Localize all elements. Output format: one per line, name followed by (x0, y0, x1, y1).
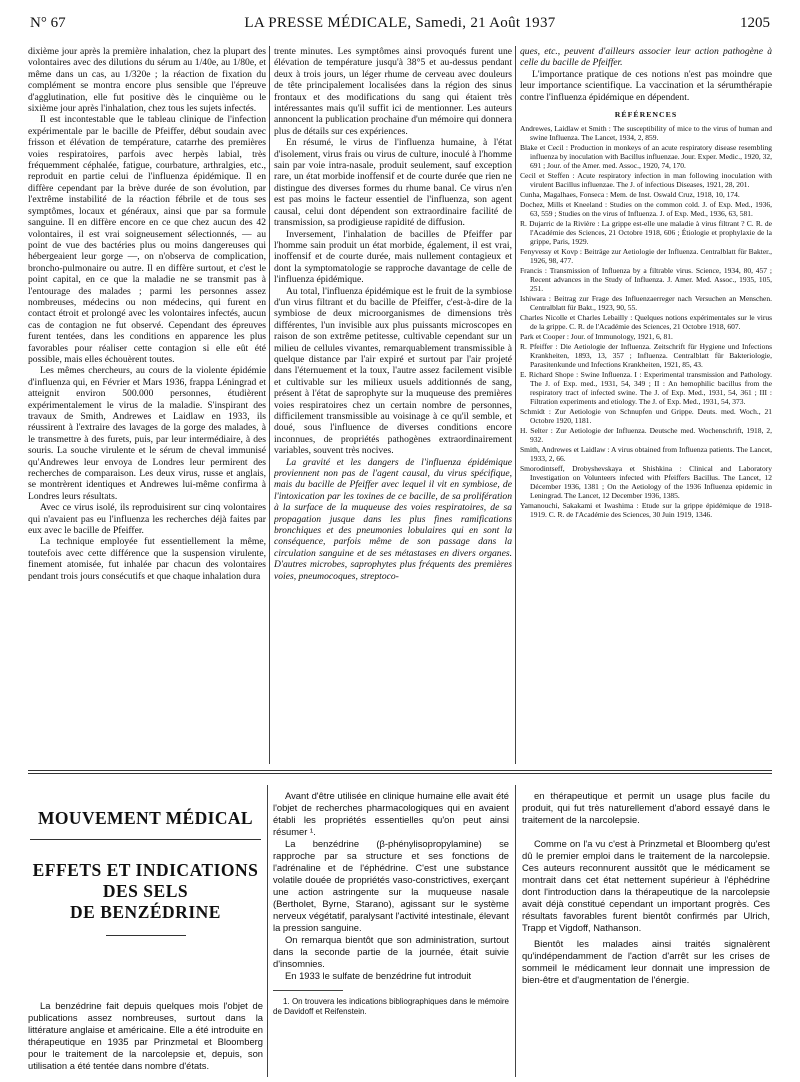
column-rule (267, 785, 268, 1077)
footnote-rule (273, 990, 343, 991)
reference-item: Francis : Transmission of Influenza by a filtrable virus. Science, 1934, 80, 457 ; Recent advances in the Study of Influenza. J. Amer. Med. Assoc., 1935, 105, 251. (520, 266, 772, 294)
reference-item: Fenyvessy et Kovp : Beiträge zur Aetiologie der Influenza. Centralblatt für Bakter., 1926, 98, 477. (520, 247, 772, 266)
title-line: DE BENZÉDRINE (70, 902, 221, 922)
paragraph: Inversement, l'inhalation de bacilles de Pfeiffer par l'homme sain produit un état morbide, également, il est vrai, inoffensif et de courte durée, mais nullement contagieux et dont la symptomatologie se rapproche davantage de celle de l'influenza épidémique. (274, 228, 512, 286)
article-column-2 (274, 46, 512, 764)
reference-item: Charles Nicolle et Charles Lebailly : Quelques notions expérimentales sur le virus de la grippe. C. R. de l'Académie des Sciences, 21 Octobre 1918, 607. (520, 313, 772, 332)
paragraph: Il est incontestable que le tableau clinique de l'infection expérimentale par le bacille de Pfeiffer, début soudain avec frisson et élévation de température, catarrhe des premières voies respiratoires, parfois avec herpès labial, très fréquemment céphalée, fatigue, courbature, arthralgies, etc., reproduit en partie celui de l'influenza épidémique. Il en diffère cependant par la brève durée de son évolution, par l'extrême instabilité de la réaction fébrile et de tous ses symptômes, locaux et généraux, ainsi que par sa formule sanguine. Il en diffère encore en ce que chez aucun des 42 volontaires, il est vrai soigneusement sélectionnés, — au point de vue des bactéries plus ou moins dangereuses qui hébergeaient leur gorge —, on n'observa de complication, broncho-pulmonaire ou autre. Il en diffère surtout, et c'est le point capital, en ce que la maladie ne se transmit pas à l'entourage des malades ; parmi les personnes assez nombreuses, médecins ou non médecins, qui furent en contact étroit et prolongé avec les volontaires infectés, aucun cas de contagion ne fut observé. Cependant des épreuves furent tentées, dans les conditions en apparence les plus favorables pour réaliser cette contagion si elle eût été possible, mais elles échouèrent toutes. (28, 114, 266, 365)
article2-column-1 (28, 1000, 263, 1080)
paragraph: Au total, l'influenza épidémique est le fruit de la symbiose d'un virus filtrant et du bacille de Pfeiffer, c'est-à-dire de la symbiose de deux microorganismes de dimensions très différentes, l'un invisible aux plus puissants microscopes en raison de son extrême petitesse, cultivable cependant sur un milieu de cellules vivantes, remarquablement transmissible à quelque distance par l'air expiré et surtout par l'air projeté dans l'éternuement et la toux, l'autre assez facilement visible et cultivable sur les milieux usuels additionnés de sang, présent à l'état de saprophyte sur la muqueuse des premières voies respiratoires chez un certain nombre de personnes, difficilement transmissible au voisinage à ce qu'il semble, et doué, sous l'influence de diverses conditions encore inconnues, de propriétés pathogènes extraordinairement variables, souvent très nocives. (274, 285, 512, 457)
column-rule (515, 785, 516, 1077)
paragraph: L'importance pratique de ces notions n'est pas moindre que leur importance scientifique. La vaccination et la sérumthérapie contre l'influenza épidémique en dépendent. (520, 68, 772, 103)
paragraph: Comme on l'a vu c'est à Prinzmetal et Bloomberg qu'est dû le premier emploi dans le traitement de la narcolepsie. Ces auteurs reconnurent aussitôt que le médicament se montrait dans cet état nettement supérieur à l'éphédrine dont l'introduction dans la thérapeutique de la narcolepsie avait déjà constitué cependant un important progrès. Ces résultats favorables furent bientôt confirmés par Ulrich, Trapp et Vigdoff, Nathanson. (522, 838, 770, 933)
reference-item: Ishiwara : Beitrag zur Frage des Influenzaerreger nach Versuchen an Menschen. Centralblatt für Bakt., 1923, 90, 55. (520, 294, 772, 313)
paragraph: La gravité et les dangers de l'influenza épidémique proviennent non pas de l'agent causal, du virus spécifique, mais du bacille de Pfeiffer avec lequel il vit en symbiose, de l'intoxication par les toxines de ce bacille, de sa prolifération à la surface de la muqueuse des voies respiratoires, de sa propagation jusque dans les plus fines ramifications bronchiques et des pneumonies lobulaires qui en sont la conséquence, parfois même de son passage dans la circulation sanguine et de ses métastases en divers organes. D'autres microbes, saprophytes plus fréquents des premières voies, pneumocoques, streptoco- (274, 456, 512, 582)
paragraph: en thérapeutique et permit un usage plus facile du produit, qui fut très naturellement d'abord essayé dans le traitement de la narcolepsie. (522, 790, 770, 825)
article-column-1 (28, 46, 266, 764)
reference-item: Park et Cooper : Jour. of Immunology, 1921, 6, 81. (520, 332, 673, 342)
footnote (273, 997, 509, 1017)
divider (106, 935, 186, 936)
column-rule (269, 46, 270, 764)
reference-item: Cecil et Steffen : Acute respiratory infection in man following inoculation with virulent Bacillus influenzae. The J. of infectious Diseases, 1921, 28, 201. (520, 171, 772, 190)
footnote-text: 1. On trouvera les indications bibliographiques dans le mémoire de Davidoff et Reifenstein. (273, 997, 509, 1016)
paragraph: La technique employée fut essentiellement la même, toutefois avec cette différence que la suspension virulente, finement atomisée, fut inhalée par chacun des volontaires pendant trois jours consécutifs et que chaque inhalation dura (28, 536, 266, 582)
references-heading: RÉFÉRENCES (614, 110, 678, 120)
paragraph: On remarqua bientôt que son administration, surtout dans la seconde partie de la journée, était suivie d'insomnies. (273, 934, 509, 969)
reference-item: Smith, Andrewes et Laidlaw : A virus obtained from Influenza patients. The Lancet, 1933, 2, 66. (520, 445, 772, 464)
title-line: EFFETS ET INDICATIONS (32, 860, 259, 880)
reference-item: E. Richard Shope : Swine Influenza. I : Experimental transmission and Pathology. The J. of Exp. med., 1931, 54, 349 ; II : An hemophilic bacillus from the respiratory tract of infected swine. The J. of Exp. Med., 1931, 54, 361 ; III : Filtration experiments and etiology. The J. of Exp. Med., 1931, 54, 373. (520, 370, 772, 407)
journal-title: LA PRESSE MÉDICALE, Samedi, 21 Août 1937 (244, 15, 556, 31)
paragraph: Avec ce virus isolé, ils reproduisirent sur cinq volontaires qui n'avaient pas eu l'influenza les recherches déjà faites par eux avec le bacille de Pfeiffer. (28, 502, 266, 537)
title-line: DES SELS (102, 881, 189, 901)
article-column-3 (520, 46, 772, 764)
article2-column-3 (522, 790, 770, 1080)
paragraph: ques, etc., peuvent d'ailleurs associer leur action pathogène à celle du bacille de Pfeiffer. (520, 46, 772, 69)
section-divider (28, 770, 772, 771)
article-title (28, 860, 263, 923)
reference-item: R. Dujarric de la Rivière : La grippe est-elle une maladie à virus filtrant ? C. R. de l'Académie des Sciences, 21 Octobre 1918, 606 ; Étiologie et prophylaxie de la grippe, Paris, 1929. (520, 219, 772, 247)
section-label: MOUVEMENT MÉDICAL (37, 808, 254, 828)
paragraph: trente minutes. Les symptômes ainsi provoqués furent une élévation de température jusqu'à 38°5 et au-dessus pendant deux à trois jours, un léger rhume de cerveau avec douleurs de tête principalement localisées dans la région des sinus frontaux et des modifications du sang qui étaient très intéressantes mais qu'il suffit ici de mentionner. Les auteurs annoncent la publication prochaine d'un mémoire qui donnera plus de détails sur ces expériences. (274, 46, 512, 137)
references-list (520, 124, 772, 519)
paragraph: La benzédrine fait depuis quelques mois l'objet de publications assez nombreuses, surtout dans la littérature anglaise et américaine. Elle a été introduite en thérapeutique en 1935 par Prinzmetal et Bloomberg pour le traitement de la narcolepsie et, depuis, son utilisation a été tentée dans nombre d'états. (28, 1000, 263, 1071)
column-rule (515, 46, 516, 764)
page-number: 1205 (740, 15, 770, 31)
reference-item: Smorodintseff, Drobyshevskaya et Shishkina : Clinical and Laboratory Investigation on Volunteers infected with Pfeiffers Bacillus. The Lancet, 12 Décember 1936, 1381 ; On the Aetiology of the 1936 Influenza epidemic in Leningrad. The Lancet, 12 December 1936, 1385. (520, 464, 772, 501)
paragraph: Bientôt les malades ainsi traités signalèrent qu'indépendamment de l'action d'arrêt sur les crises de sommeil le médicament leur donnait une impression de bien-être et d'augmentation de l'énergie. (522, 938, 770, 985)
paragraph: La benzédrine (β-phénylisopropylamine) se rapproche par sa structure et ses fonctions de l'adrénaline et de l'éphédrine. C'est une substance volatile douée de propriétés vaso-constrictives, exerçant une action astringente sur la muqueuse nasale (Bertholet, Byrne, Starano), agissant sur le système nerveux végétatif, paralysant l'activité intestinale, élevant la pression sanguine. (273, 838, 509, 933)
reference-item: Andrewes, Laidlaw et Smith : The susceptibility of mice to the virus of human and swine Influenza. The Lancet, 1934, 2, 859. (520, 124, 772, 143)
paragraph: Avant d'être utilisée en clinique humaine elle avait été l'objet de recherches pharmacologiques qui en avaient établi les propriétés essentielles qu'on peut ainsi résumer ¹. (273, 790, 509, 837)
reference-item: Dochez, Mills et Kneeland : Studies on the common cold. J. of Exp. Med., 1936, 63, 559 ; Studies on the virus of Influenza. J. of Exp. Med., 1936, 63, 581. (520, 200, 772, 219)
divider (30, 839, 261, 840)
paragraph: dixième jour après la première inhalation, chez la plupart des volontaires avec des dilutions du sérum au 1/40e, au 1/80e, et même dans un cas, au 1/320e ; la réaction de fixation du complément se montra encore plus sensible que l'épreuve d'agglutination, elle fut positive dès le cinquième ou le sixième jour après l'inhalation, chez tous les sujets infectés. (28, 46, 266, 115)
reference-item: H. Selter : Zur Aetiologie der Influenza. Deutsche med. Wochenschrift, 1918, 2, 932. (520, 426, 772, 445)
page-header (30, 15, 770, 37)
paragraph: Les mêmes chercheurs, au cours de la violente épidémie d'influenza qui, en Février et Mars 1936, frappa Léningrad et atteignit environ 500.000 personnes, étudièrent expérimentalement le virus de la maladie. S'inspirant des travaux de Smith, Andrewes et Laidlaw en 1933, ils réussirent à l'extraire des lavages de la gorge des malades, à le transmettre à des furets, puis, par leur intermédiaire, à des souris. La souche virulente et le sérum de cheval immunisé qu'Andrewes leur envoya de Londres leur permirent des recherches de comparaison. Les deux virus, russe et anglais, se montrèrent identiques et Andrewes lui-même confirma à Londres leurs résultats. (28, 365, 266, 502)
article2-column-2 (273, 790, 509, 1080)
paragraph: En 1933 le sulfate de benzédrine fut introduit (285, 970, 472, 981)
reference-item: R. Pfeiffer : Die Aetiologie der Influenza. Zeitschrift für Hygiene und Infections Krankheiten, 1893, 13, 357 ; Influenza. Centralblatt für Bakteriologie, Parasitenkunde und Infections Krankheiten, 1921, 85, 43. (520, 342, 772, 370)
section-divider (28, 773, 772, 774)
reference-item: Yamanouchi, Sakakami et Iwashima : Etude sur la grippe épidémique de 1918-1919. C. R. de l'Académie des Sciences, 30 Juin 1919, 1346. (520, 501, 772, 520)
reference-item: Schmidt : Zur Aetiologie von Schnupfen und Grippe. Deuts. med. Woch., 21 Octobre 1920, 1181. (520, 407, 772, 426)
paragraph: En résumé, le virus de l'influenza humaine, à l'état d'isolement, virus frais ou virus de culture, inoculé à l'homme sain par voie intra-nasale, produit seulement, sauf exception rare, un état morbide inoffensif et de courte durée que rien ne distingue des diverses formes du rhume banal. Ce virus n'en est pas moins le facteur essentiel de l'influenza, son agent causal, celui dont dépendent son extraordinaire facilité de transmission, sa prodigieuse rapidité de diffusion. (274, 137, 512, 229)
reference-item: Cunha, Magalhaes, Fonseca : Mem. de Inst. Oswald Cruz, 1918, 10, 174. (520, 190, 740, 200)
issue-number: N° 67 (30, 15, 66, 31)
reference-item: Blake et Cecil : Production in monkeys of an acute respiratory disease resembling influenza by inoculation with Bacillus influenzae. Jour. Exper. Medic., 1920, 32, 691 ; Jour. of the Amer. med. Assoc., 1920, 74, 170. (520, 143, 772, 171)
